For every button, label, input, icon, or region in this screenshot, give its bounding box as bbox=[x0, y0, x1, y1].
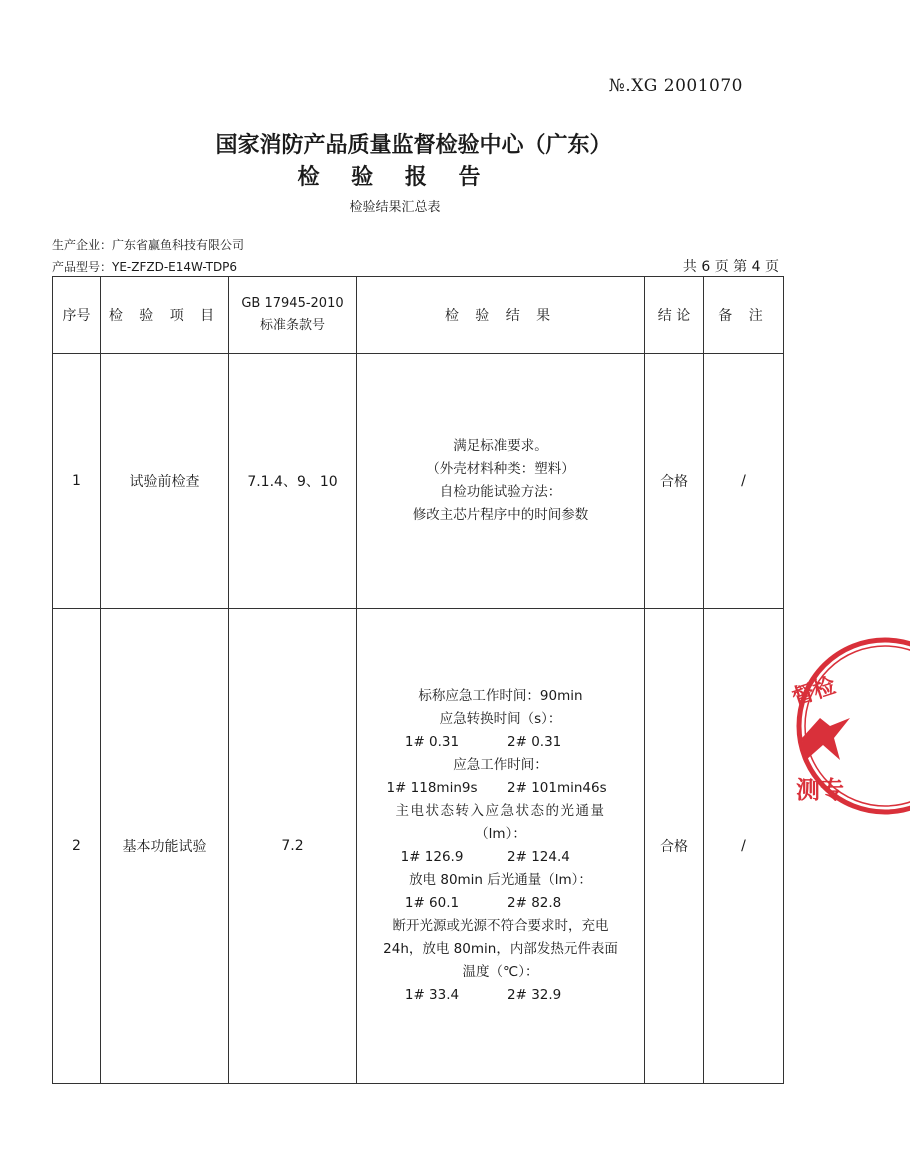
header-standard bbox=[229, 277, 357, 354]
result-line: （外壳材料种类：塑料） bbox=[426, 461, 575, 477]
value-unit-2: 2# 32.9 bbox=[507, 987, 562, 1003]
manufacturer-line: 生产企业：广东省赢鱼科技有限公司 bbox=[52, 238, 245, 252]
table-row bbox=[53, 609, 784, 1084]
result-line: 自检功能试验方法： bbox=[439, 484, 562, 500]
row-clause: 7.1.4、9、10 bbox=[229, 354, 357, 609]
header-item: 检 验 项 目 bbox=[101, 277, 229, 354]
inspection-seal-icon bbox=[789, 648, 910, 804]
svg-text:测专: 测专 bbox=[796, 776, 844, 804]
organization-title: 国家消防产品质量监督检验中心（广东） bbox=[215, 132, 612, 158]
header-conclusion: 结 论 bbox=[645, 277, 704, 354]
document-subtitle: 检验结果汇总表 bbox=[349, 200, 441, 215]
model-line: 产品型号：YE-ZFZD-E14W-TDP6 bbox=[52, 260, 238, 274]
row-clause: 7.2 bbox=[229, 609, 357, 1084]
result-pair bbox=[357, 731, 644, 754]
header-standard-line2: 标准条款号 bbox=[259, 318, 325, 333]
result-pair bbox=[357, 984, 644, 1007]
row-seq: 1 bbox=[53, 354, 101, 609]
value-unit-1: 1# 126.9 bbox=[400, 849, 464, 865]
result-line: 标称应急工作时间：90min bbox=[418, 688, 583, 704]
svg-text:督检: 督检 bbox=[789, 673, 839, 711]
result-pair bbox=[357, 846, 644, 869]
header-seq: 序号 bbox=[53, 277, 101, 354]
value-unit-2: 2# 82.8 bbox=[507, 895, 562, 911]
result-line: 24h，放电 80min，内部发热元件表面 bbox=[383, 941, 618, 957]
header-remark: 备 注 bbox=[704, 277, 784, 354]
value-unit-2: 2# 124.4 bbox=[507, 849, 570, 865]
result-line: 温度（℃）： bbox=[462, 964, 539, 980]
value-unit-1: 1# 118min9s bbox=[386, 780, 478, 796]
header-result: 检 验 结 果 bbox=[357, 277, 645, 354]
document-title: 检 验 报 告 bbox=[297, 164, 493, 190]
row-conclusion: 合格 bbox=[645, 609, 704, 1084]
row-remark: / bbox=[704, 609, 784, 1084]
row-item: 试验前检查 bbox=[101, 354, 229, 609]
table-header-row bbox=[53, 277, 784, 354]
result-line: 应急转换时间（s）： bbox=[439, 711, 562, 727]
value-unit-1: 1# 60.1 bbox=[404, 895, 460, 911]
row-seq: 2 bbox=[53, 609, 101, 1084]
row-result bbox=[357, 354, 645, 609]
row-remark: / bbox=[704, 354, 784, 609]
result-line: 放电 80min 后光通量（lm）： bbox=[409, 872, 592, 888]
report-number: №.XG 2001070 bbox=[608, 76, 743, 96]
row-item: 基本功能试验 bbox=[101, 609, 229, 1084]
row-result bbox=[357, 609, 645, 1084]
result-line: 满足标准要求。 bbox=[453, 438, 548, 454]
result-pair bbox=[357, 777, 644, 800]
value-unit-2: 2# 101min46s bbox=[507, 780, 607, 796]
header-standard-line1: GB 17945-2010 bbox=[241, 296, 344, 311]
value-unit-2: 2# 0.31 bbox=[507, 734, 562, 750]
table-row bbox=[53, 354, 784, 609]
result-line: 断开光源或光源不符合要求时，充电 bbox=[392, 918, 609, 934]
page-info: 共 6 页 第 4 页 bbox=[682, 259, 779, 275]
value-unit-1: 1# 0.31 bbox=[404, 734, 460, 750]
result-line: 应急工作时间： bbox=[453, 757, 548, 773]
row-conclusion: 合格 bbox=[645, 354, 704, 609]
value-unit-1: 1# 33.4 bbox=[404, 987, 460, 1003]
result-line: 主电状态转入应急状态的光通量 bbox=[395, 803, 606, 819]
result-line: （lm）： bbox=[475, 826, 526, 842]
result-line: 修改主芯片程序中的时间参数 bbox=[412, 507, 589, 523]
results-table bbox=[52, 276, 784, 1084]
result-pair bbox=[357, 892, 644, 915]
